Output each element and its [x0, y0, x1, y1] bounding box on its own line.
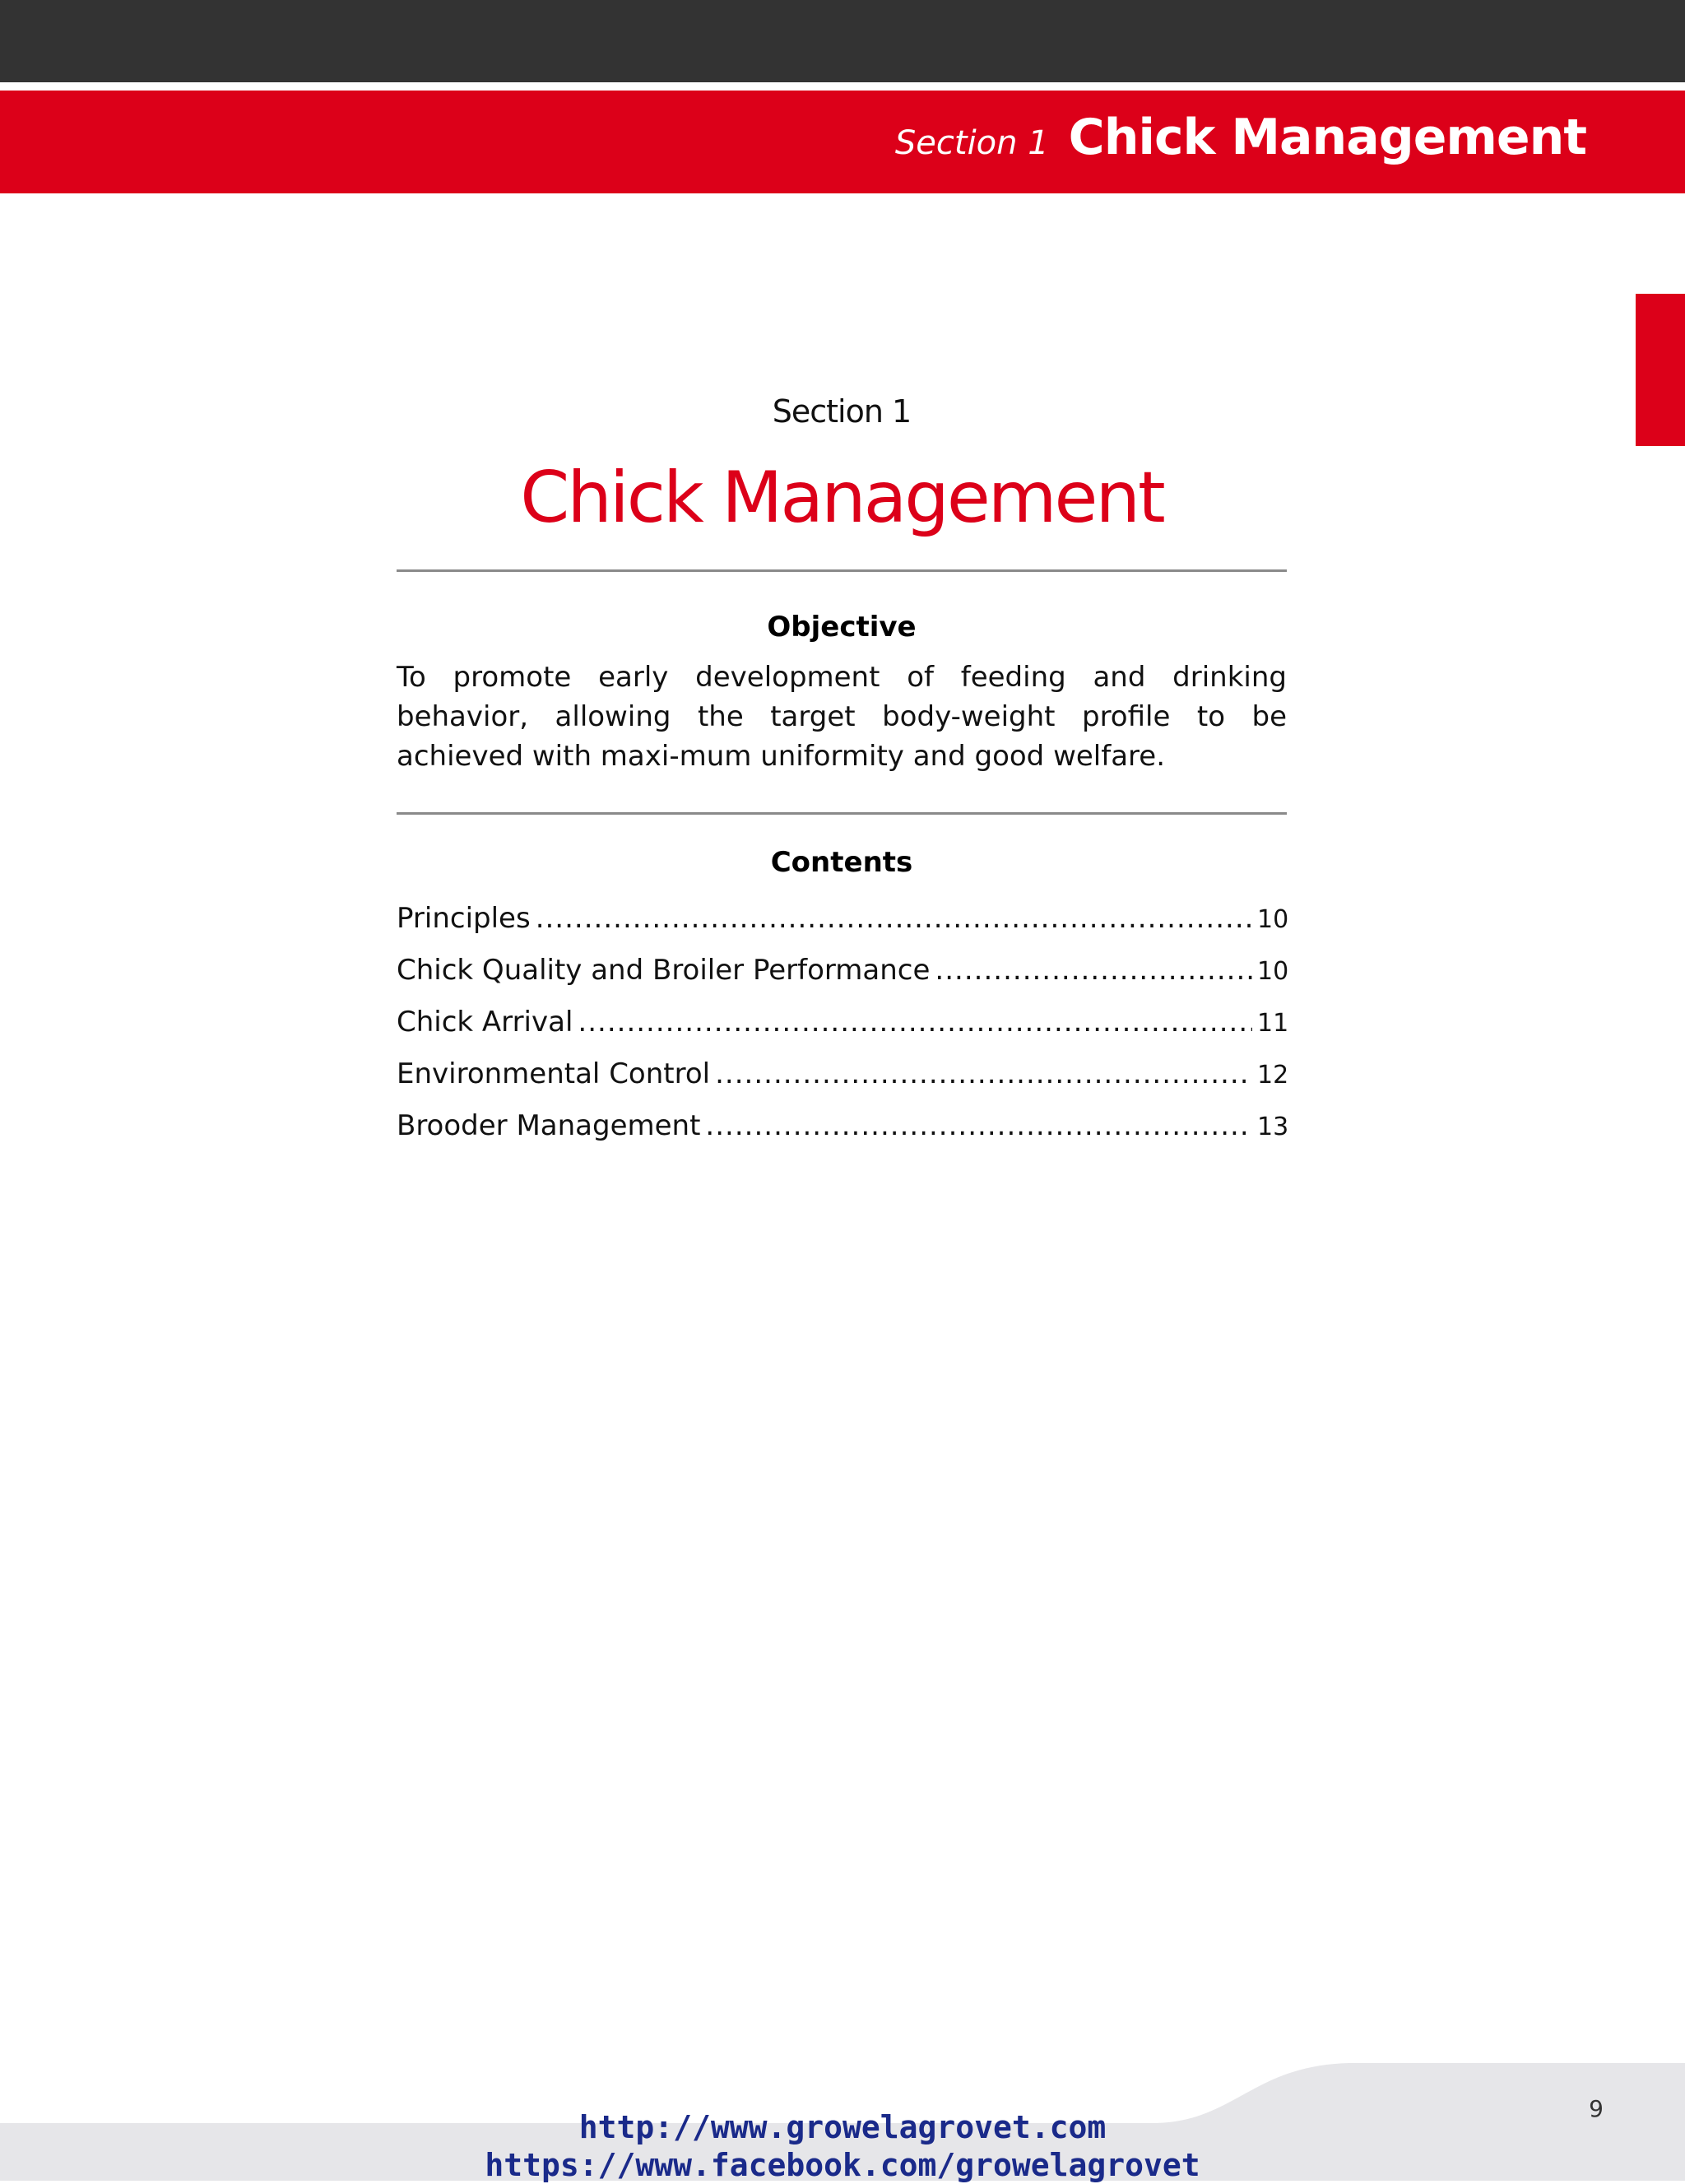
- header-section-label: Section 1: [894, 124, 1049, 162]
- section-label: Section 1: [772, 393, 912, 430]
- toc-leader-dots: [578, 997, 1252, 1048]
- objective-text: To promote early development of feeding and drinking behavior, allowing the target body-weight profile to be achieved with maxi-mum uniformity and good welfare.: [397, 661, 1287, 773]
- toc-entry-label: Environmental Control: [397, 1057, 711, 1090]
- toc-entry-brooder-management[interactable]: [397, 1100, 1287, 1152]
- toc-leader-dots: [715, 1048, 1252, 1100]
- toc-entry-label: Principles: [397, 902, 531, 935]
- toc-entry-page: 10: [1257, 957, 1289, 986]
- top-bar: [0, 0, 1685, 82]
- toc-entry-chick-quality[interactable]: [397, 945, 1287, 997]
- website-link[interactable]: http://www.growelagrovet.com: [578, 2109, 1107, 2145]
- divider: [397, 812, 1287, 815]
- toc-leader-dots: [536, 893, 1252, 945]
- toc-entry-label: Chick Arrival: [397, 1006, 573, 1039]
- toc-entry-page: 11: [1257, 1009, 1289, 1038]
- toc-leader-dots: [935, 945, 1252, 997]
- page-number: 9: [1589, 2095, 1604, 2122]
- toc-entry-chick-arrival[interactable]: [397, 997, 1287, 1048]
- contents-heading: Contents: [770, 846, 913, 879]
- toc-entry-label: Chick Quality and Broiler Performance: [397, 954, 931, 987]
- header-title: [895, 109, 1586, 174]
- divider: [397, 569, 1287, 572]
- toc-leader-dots: [705, 1100, 1252, 1152]
- toc-entry-page: 10: [1257, 905, 1289, 934]
- objective-heading: Objective: [767, 611, 917, 644]
- page-title: Chick Management: [520, 457, 1163, 539]
- side-tab: [1636, 294, 1685, 446]
- toc-entry-label: Brooder Management: [397, 1109, 701, 1142]
- footer-links: [0, 2108, 1685, 2184]
- toc-entry-environmental-control[interactable]: [397, 1048, 1287, 1100]
- toc-entry-page: 13: [1257, 1113, 1289, 1141]
- header-band: [0, 91, 1685, 193]
- toc-entry-page: 12: [1257, 1061, 1289, 1090]
- facebook-link[interactable]: https://www.facebook.com/growelagrovet: [485, 2147, 1200, 2183]
- page-content: [397, 387, 1287, 1152]
- toc-entry-principles[interactable]: [397, 893, 1287, 945]
- header-main-title: Chick Management: [1068, 109, 1586, 166]
- table-of-contents: [397, 893, 1287, 1152]
